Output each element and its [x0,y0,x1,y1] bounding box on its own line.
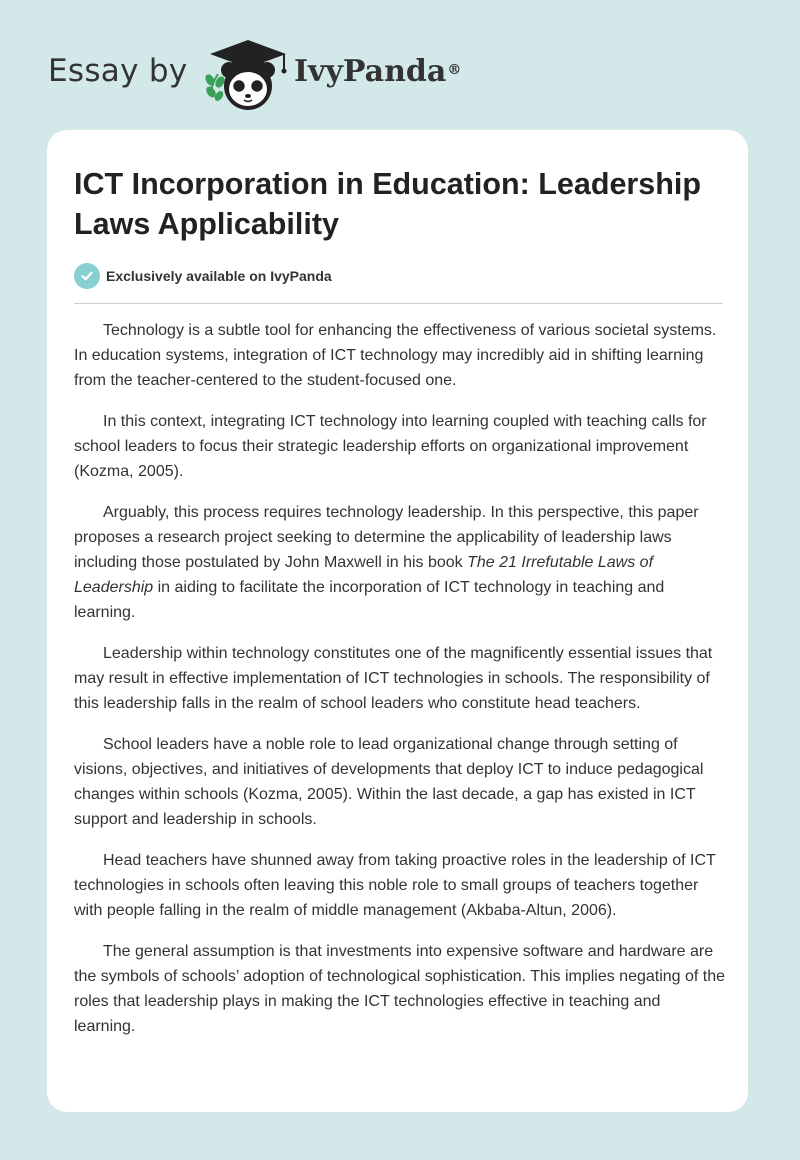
site-header [0,0,800,130]
divider [74,303,723,304]
paragraph: School leaders have a noble role to lead organizational change through setting of visions, objectives, and initiatives of developments that deploy ICT to induce pedagogical changes within schools (Kozma, 2005). Within the last decade, a gap has existed in ICT support and leadership in schools. [74,736,704,828]
panda-graduate-icon [198,36,298,112]
paragraph-text: in aiding to facilitate the incorporation of ICT technology in teaching and learning. [74,579,665,621]
essay-card [47,130,748,1112]
exclusive-badge [74,263,332,289]
ivypanda-brand[interactable] [294,52,461,92]
paragraph [74,500,726,625]
paragraph: In this context, integrating ICT technology into learning coupled with teaching calls for school leaders to focus their strategic leadership efforts on organizational improvement (Kozma, 2005). [74,413,707,480]
paragraph: Leadership within technology constitutes one of the magnificently essential issues that may result in effective implementation of ICT technologies in schools. The responsibility of this leadership falls in the realm of school leaders who constitute head teachers. [74,645,713,712]
brand-name: IvyPanda [294,54,447,89]
essay-title: ICT Incorporation in Education: Leadership Laws Applicability [74,167,701,241]
essay-body [74,318,726,1055]
essay-by-label: Essay by [48,53,188,89]
check-circle-icon [74,263,100,289]
registered-mark: ® [447,62,462,78]
paragraph: The general assumption is that investments into expensive software and hardware are the symbols of schools’ adoption of technological sophistication. This implies negating of the roles that leadership plays in making the ICT technologies effective in teaching and learning. [74,943,726,1035]
paragraph: Head teachers have shunned away from taking proactive roles in the leadership of ICT technologies in schools often leaving this noble role to small groups of teachers together with people falling in the realm of middle management (Akbaba-Altun, 2006). [74,852,716,919]
paragraph: Technology is a subtle tool for enhancing the effectiveness of various societal systems. In education systems, integration of ICT technology may incredibly aid in shifting learning from the teacher-centered to the student-focused one. [74,322,717,389]
book-title: The 21 Irrefutable Laws of Leadership [74,554,654,596]
paragraph-text: Arguably, this process requires technology leadership. In this perspective, this paper proposes a research project seeking to determine the applicability of leadership laws including those postulated by John Maxwell in his book [74,504,699,571]
exclusive-label: Exclusively available on IvyPanda [106,268,332,284]
